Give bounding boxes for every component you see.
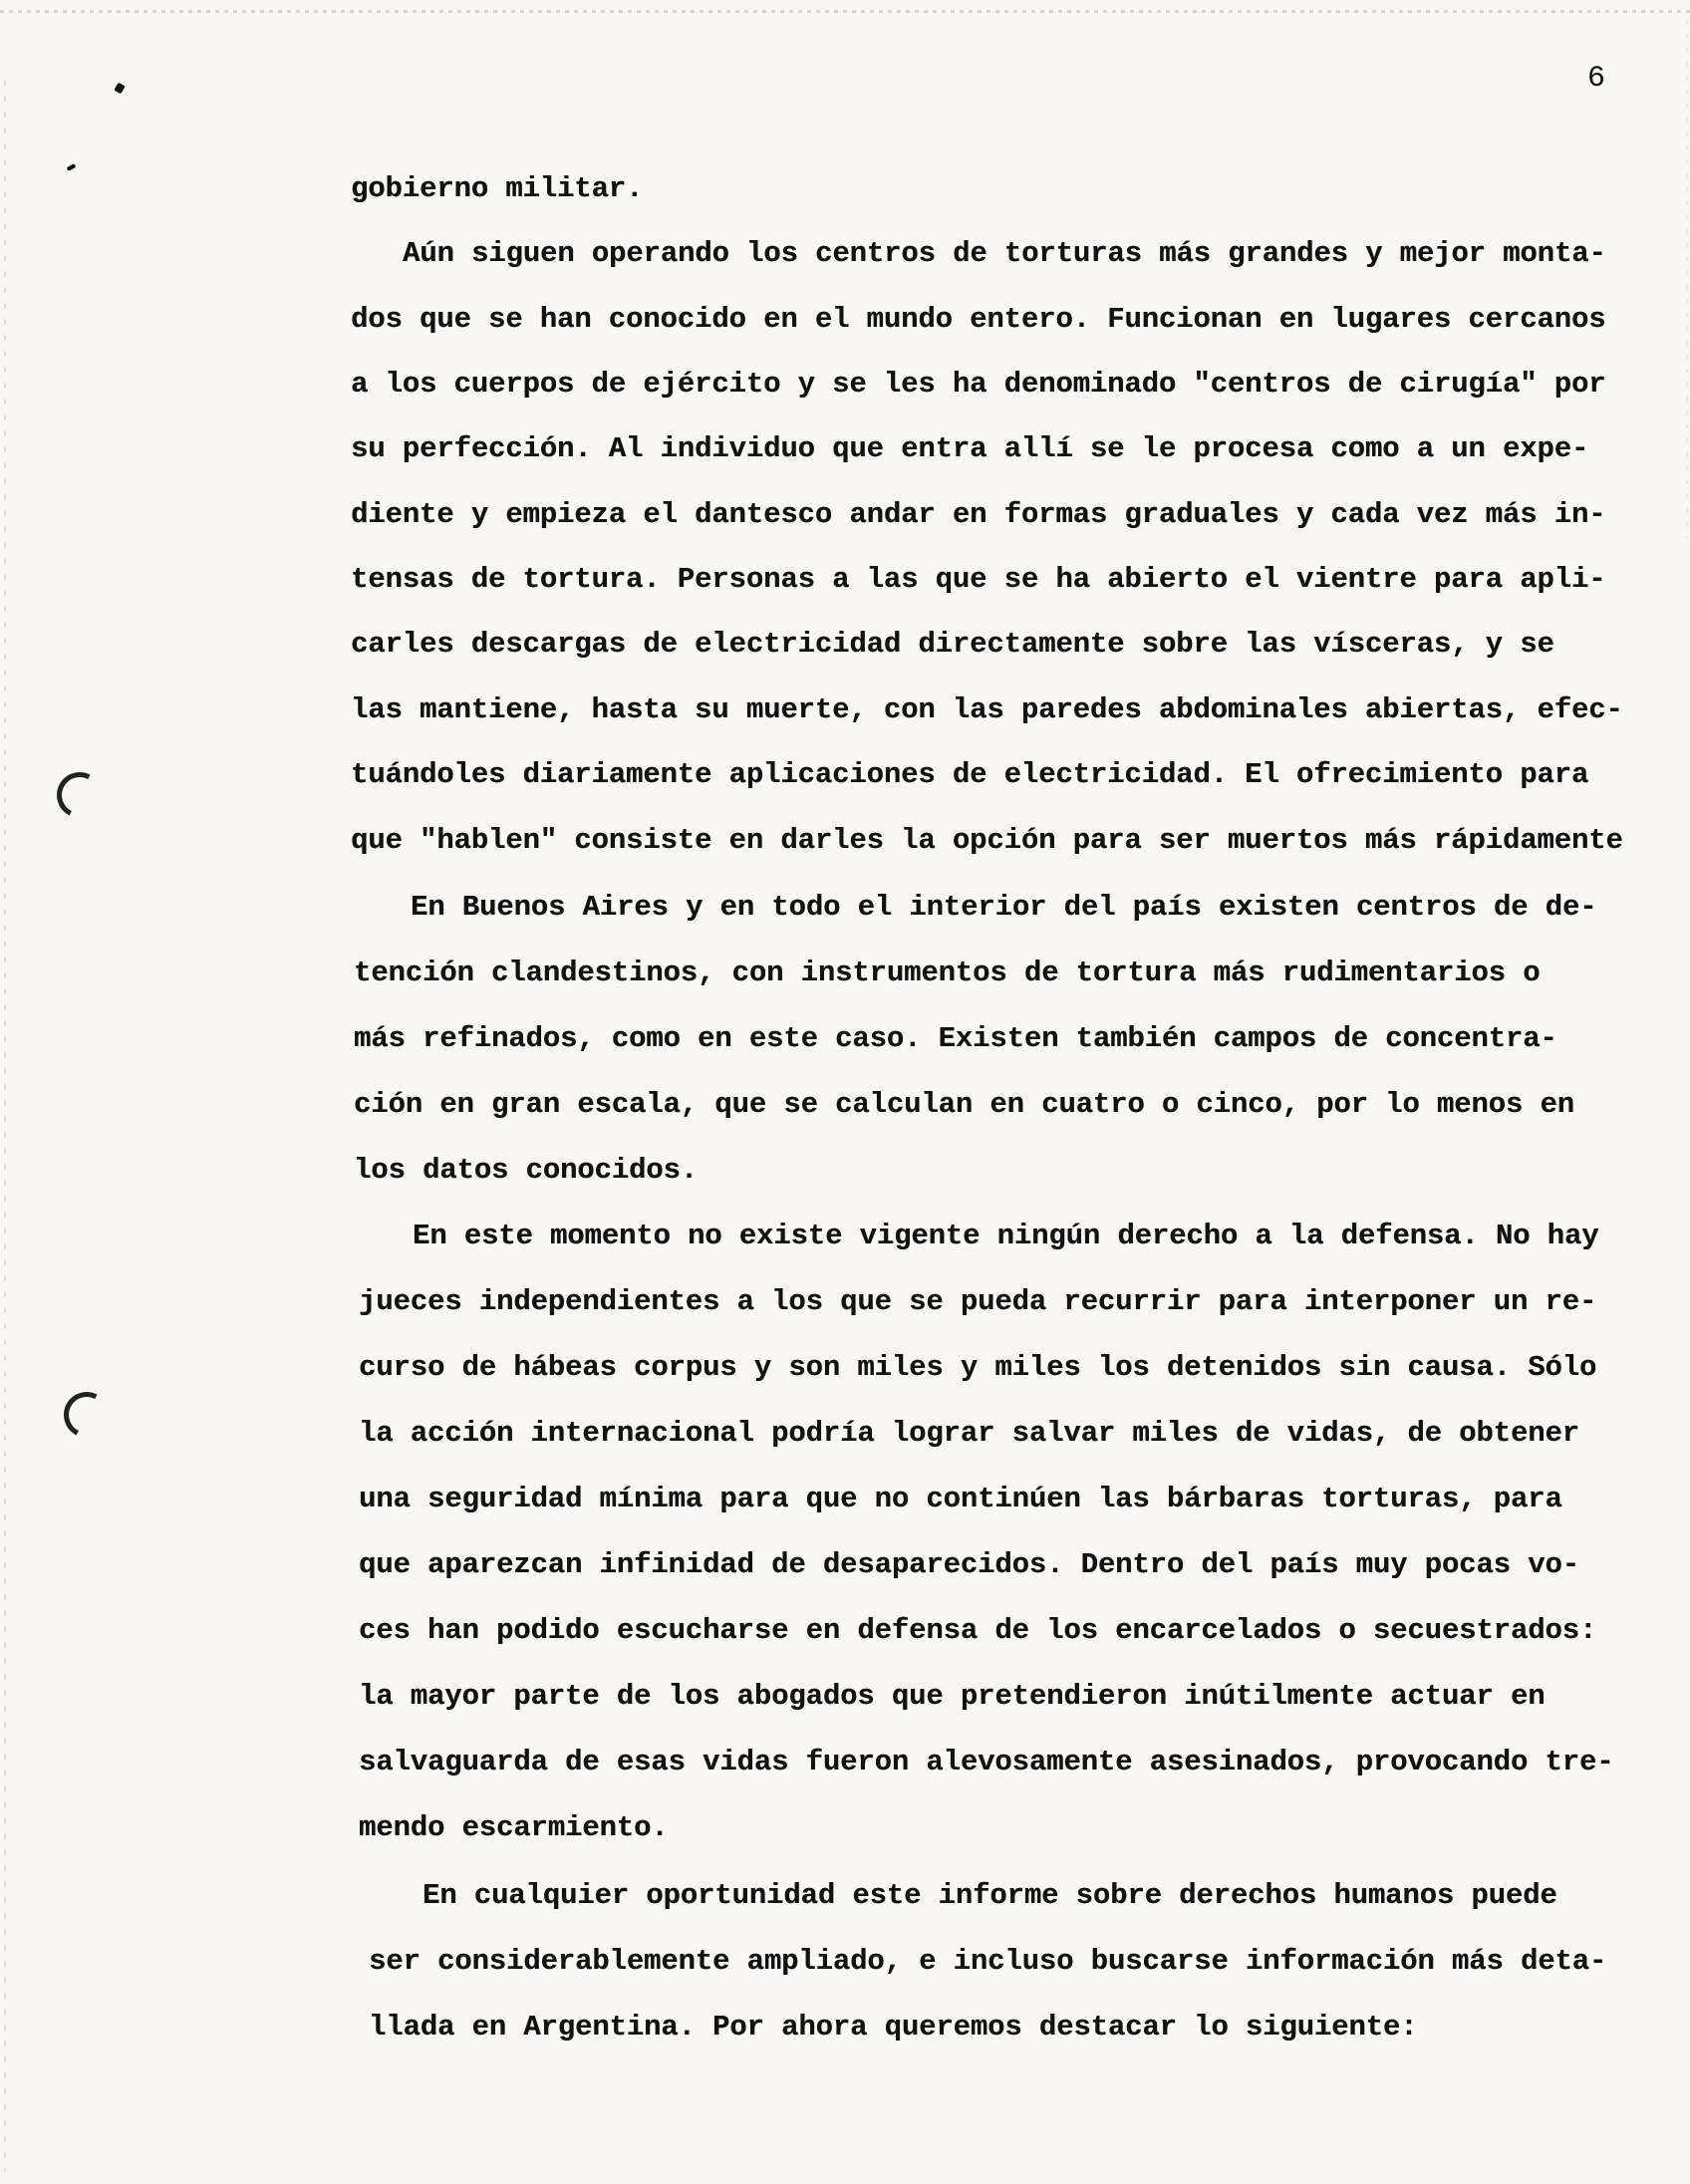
text-line-13: tención clandestinos, con instrumentos de tortura más rudimentarios o	[354, 956, 1541, 989]
text-line-01: gobierno militar.	[351, 172, 644, 205]
scan-right-edge	[1686, 20, 1688, 538]
text-line-10: tuándoles diariamente aplicaciones de electricidad. El ofrecimiento para	[351, 758, 1589, 791]
punch-hole-bottom	[58, 1386, 116, 1444]
text-line-12: En Buenos Aires y en todo el interior del país existen centros de de-	[411, 891, 1597, 924]
scan-speck	[114, 83, 125, 95]
scan-left-edge	[4, 80, 6, 2172]
text-line-16: los datos conocidos.	[354, 1154, 699, 1187]
scan-speck	[67, 163, 77, 171]
text-line-09: las mantiene, hasta su muerte, con las paredes abdominales abiertas, efec-	[351, 693, 1623, 726]
text-line-04: a los cuerpos de ejército y se les ha denominado "centros de cirugía" por	[351, 368, 1606, 401]
text-line-18: jueces independientes a los que se pueda recurrir para interponer un re-	[359, 1285, 1597, 1318]
text-line-20: la acción internacional podría lograr salvar miles de vidas, de obtener	[359, 1417, 1579, 1450]
text-line-25: salvaguarda de esas vidas fueron alevosamente asesinados, provocando tre-	[359, 1746, 1614, 1778]
scan-top-edge	[0, 10, 1690, 13]
text-line-28: ser considerablemente ampliado, e incluso buscarse información más deta-	[369, 1945, 1607, 1978]
text-line-15: ción en gran escala, que se calculan en cuatro o cinco, por lo menos en	[354, 1088, 1574, 1121]
text-line-02: Aún siguen operando los centros de torturas más grandes y mejor monta-	[403, 237, 1606, 270]
text-line-23: ces han podido escucharse en defensa de los encarcelados o secuestrados:	[359, 1614, 1597, 1647]
text-line-21: una seguridad mínima para que no continúen las bárbaras torturas, para	[359, 1483, 1562, 1515]
text-line-06: diente y empieza el dantesco andar en formas graduales y cada vez más in-	[351, 498, 1606, 531]
text-line-05: su perfección. Al individuo que entra allí se le procesa como a un expe-	[351, 432, 1589, 465]
text-line-19: curso de hábeas corpus y son miles y miles los detenidos sin causa. Sólo	[359, 1351, 1597, 1384]
text-line-29: llada en Argentina. Por ahora queremos destacar lo siguiente:	[369, 2011, 1418, 2044]
punch-hole-top	[51, 766, 109, 824]
text-line-22: que aparezcan infinidad de desaparecidos. Dentro del país muy pocas vo-	[359, 1548, 1579, 1581]
text-line-03: dos que se han conocido en el mundo entero. Funcionan en lugares cercanos	[351, 303, 1606, 336]
text-line-07: tensas de tortura. Personas a las que se ha abierto el vientre para apli-	[351, 563, 1606, 596]
text-line-26: mendo escarmiento.	[359, 1811, 669, 1844]
text-line-08: carles descargas de electricidad directamente sobre las vísceras, y se	[351, 628, 1554, 661]
page-number: 6	[1587, 62, 1606, 96]
text-line-17: En este momento no existe vigente ningún derecho a la defensa. No hay	[413, 1220, 1599, 1252]
text-line-14: más refinados, como en este caso. Existen también campos de concentra-	[354, 1022, 1557, 1055]
text-line-27: En cualquier oportunidad este informe sobre derechos humanos puede	[422, 1879, 1557, 1912]
text-line-24: la mayor parte de los abogados que pretendieron inútilmente actuar en	[359, 1680, 1546, 1713]
text-line-11: que "hablen" consiste en darles la opción para ser muertos más rápidamente	[351, 824, 1623, 857]
